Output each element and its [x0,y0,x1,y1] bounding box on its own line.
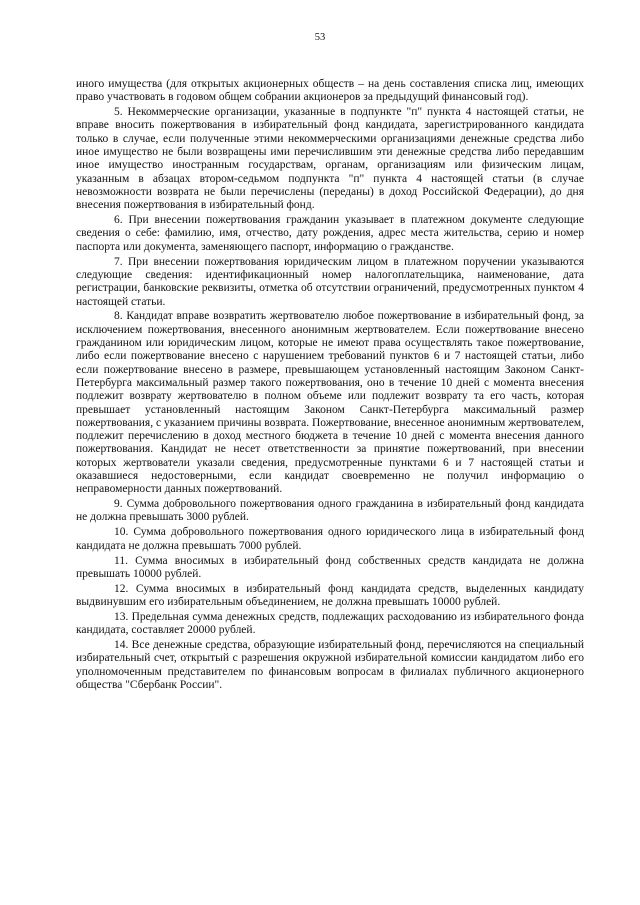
paragraph-14: 14. Все денежные средства, образующие избирательный фонд, перечисляются на специальный избирательный счет, открытый с разрешения окружной избирательной комиссии кандидатом либо его уполномоченным представителем по финансовым вопросам в филиалах публичного акционерного общества "Сбербанк России". [76,639,584,691]
document-body [76,78,584,694]
paragraph-7: 7. При внесении пожертвования юридическим лицом в платежном поручении указываются следующие сведения: идентификационный номер налогоплательщика, наименование, дата регистрации, банковские реквизиты, отметка об отсутствии ограничений, предусмотренных пунктом 4 настоящей статьи. [76,255,584,308]
paragraph-6: 6. При внесении пожертвования гражданин указывает в платежном документе следующие сведения о себе: фамилию, имя, отчество, дату рождения, адрес места жительства, серию и номер паспорта или документа, заменяющего паспорт, информацию о гражданстве. [76,214,584,253]
paragraph-11: 11. Сумма вносимых в избирательный фонд собственных средств кандидата не должна превышать 10000 рублей. [76,554,584,580]
paragraph-9: 9. Сумма добровольного пожертвования одного гражданина в избирательный фонд кандидата не должна превышать 3000 рублей. [76,498,584,524]
paragraph-5: 5. Некоммерческие организации, указанные в подпункте "п" пункта 4 настоящей статьи, не вправе вносить пожертвования в избирательный фонд кандидата, зарегистрированного кандидата только в случае, если полученные этими некоммерческими организациями денежные средства либо иное имущество не были возвращены ими перечислившим эти денежные средства либо передавшим иное имущество иностранным государствам, органам, организациям или физическим лицам, указанным в абзацах втором-седьмом подпункта "п" пункта 4 настоящей статьи (в случае невозможности возврата не были перечислены (переданы) в доход Российской Федерации), до дня внесения пожертвования в избирательный фонд. [76,106,584,212]
paragraph-10: 10. Сумма добровольного пожертвования одного юридического лица в избирательный фонд кандидата не должна превышать 7000 рублей. [76,526,584,552]
paragraph-8: 8. Кандидат вправе возвратить жертвователю любое пожертвование в избирательный фонд, за исключением пожертвования, внесенного анонимным жертвователем. Если пожертвование внесено гражданином или юридическим лицом, которые не имеют права осуществлять такое пожертвование, либо если пожертвование внесено с нарушением требований пунктов 6 и 7 настоящей статьи, либо если пожертвование внесено в размере, превышающем установленный настоящим Законом Санкт-Петербурга максимальный размер такого пожертвования, оно в течение 10 дней с момента внесения подлежит возврату жертвователю в полном объеме или подлежит возврату та его часть, которая превышает установленный настоящим Законом Санкт-Петербурга максимальный размер пожертвования, с указанием причины возврата. Пожертвование, внесенное анонимным жертвователем, подлежит перечислению в доход местного бюджета в течение 10 дней с момента внесения данного пожертвования. Кандидат не несет ответственности за принятие пожертвований, при внесении которых жертвователи указали сведения, предусмотренные пунктами 6 и 7 настоящей статьи и оказавшиеся недостоверными, если кандидат своевременно не получил информацию о неправомерности данных пожертвований. [76,310,584,496]
paragraph-continuation: иного имущества (для открытых акционерных обществ – на день составления списка лиц, имеющих право участвовать в годовом общем собрании акционеров за предыдущий финансовый год). [76,78,584,104]
paragraph-12: 12. Сумма вносимых в избирательный фонд кандидата средств, выделенных кандидату выдвинувшим его избирательным объединением, не должна превышать 10000 рублей. [76,582,584,609]
page-number: 53 [314,32,326,43]
paragraph-13: 13. Предельная сумма денежных средств, подлежащих расходованию из избирательного фонда кандидата, составляет 20000 рублей. [76,610,584,637]
